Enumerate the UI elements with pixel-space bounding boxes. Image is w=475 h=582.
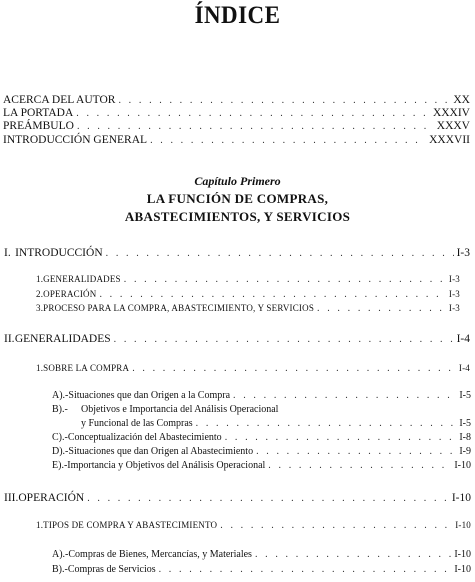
subentry-number: 1. <box>36 274 44 284</box>
toc-section-introduccion[interactable] <box>4 248 470 260</box>
item-label: Situaciones que dan Origen a la Compra <box>68 390 231 401</box>
page-title: ÍNDICE <box>194 2 281 29</box>
dot-leader <box>196 419 457 429</box>
toc-item-situaciones-abastecimiento[interactable] <box>52 447 471 457</box>
subentry-number: 2. <box>36 289 44 299</box>
item-page: I-10 <box>454 460 471 471</box>
item-label: Importancia y Objetivos del Análisis Operacional <box>67 460 266 471</box>
dot-leader <box>124 275 446 285</box>
section-page: I-3 <box>456 247 470 259</box>
subentry-page: I-3 <box>448 289 460 299</box>
dot-leader <box>225 433 457 443</box>
subentry-page: I-10 <box>455 520 471 530</box>
toc-item-situaciones-compra[interactable] <box>52 391 471 401</box>
section-page: I-10 <box>451 492 471 504</box>
subentry-label: SOBRE LA COMPRA <box>43 363 130 373</box>
subentry-page: I-3 <box>448 303 460 313</box>
subentry-number: 3. <box>36 303 44 313</box>
subentry-label: PROCESO PARA LA COMPRA, ABASTECIMIENTO, Y SERVICIOS <box>43 303 315 313</box>
dot-leader <box>114 335 454 345</box>
dot-leader <box>150 136 426 146</box>
dot-leader <box>159 565 452 575</box>
toc-entry-acerca-del-autor[interactable] <box>3 95 470 107</box>
toc-subentry-proceso[interactable] <box>36 304 460 314</box>
item-label-continued: y Funcional de las Compras <box>81 418 193 429</box>
toc-entry-introduccion-general[interactable] <box>3 135 470 147</box>
toc-subentry-sobre-la-compra[interactable] <box>36 364 470 374</box>
item-letter: A).- <box>52 390 69 401</box>
subentry-label: TIPOS DE COMPRA Y ABASTECIMIENTO <box>43 520 218 530</box>
item-letter: B).- <box>52 564 68 575</box>
item-page: I-5 <box>459 390 471 401</box>
item-label: Situaciones que dan Origen al Abastecimiento <box>68 446 254 457</box>
dot-leader <box>317 304 446 314</box>
toc-item-conceptualizacion[interactable] <box>52 433 471 443</box>
section-number: III. <box>4 492 19 504</box>
item-label: Conceptualización del Abastecimiento <box>67 432 222 443</box>
dot-leader <box>255 550 451 560</box>
dot-leader <box>256 447 456 457</box>
dot-leader <box>99 290 445 300</box>
toc-item-compras-servicios[interactable] <box>52 565 471 575</box>
subentry-label: OPERACIÓN <box>43 289 97 299</box>
subentry-page: I-4 <box>458 363 470 373</box>
section-number: I. <box>4 247 11 259</box>
subentry-number: 1. <box>36 520 44 530</box>
toc-item-objetivos-importancia-cont[interactable] <box>81 419 471 429</box>
item-page: I-10 <box>454 549 471 560</box>
toc-section-operacion[interactable] <box>4 493 471 505</box>
toc-section-generalidades[interactable] <box>4 334 470 346</box>
subentry-label: GENERALIDADES <box>43 274 121 284</box>
toc-entry-label: ACERCA DEL AUTOR <box>3 94 116 106</box>
item-letter: E).- <box>52 460 68 471</box>
dot-leader <box>118 96 450 106</box>
dot-leader <box>76 109 430 119</box>
chapter-title-line-1: LA FUNCIÓN DE COMPRAS, <box>146 191 329 206</box>
toc-subentry-generalidades[interactable] <box>36 275 460 285</box>
section-label: OPERACIÓN <box>18 492 85 504</box>
dot-leader <box>220 521 452 531</box>
item-label: Compras de Bienes, Mercancías, y Materiales <box>68 549 252 560</box>
section-number: II. <box>4 333 15 345</box>
dot-leader <box>233 391 456 401</box>
dot-leader <box>268 461 451 471</box>
item-letter: B).- <box>52 404 68 415</box>
dot-leader <box>87 494 449 504</box>
toc-entry-page: XX <box>453 94 470 106</box>
toc-entry-label: PREÁMBULO <box>3 120 74 132</box>
item-label: Compras de Servicios <box>67 564 156 575</box>
item-page: I-8 <box>459 432 471 443</box>
dot-leader <box>77 122 434 132</box>
toc-entry-label: INTRODUCCIÓN GENERAL <box>3 134 148 146</box>
chapter-kicker: Capítulo Primero <box>194 174 281 188</box>
subentry-page: I-3 <box>448 274 460 284</box>
chapter-title-line-2: ABASTECIMIENTOS, Y SERVICIOS <box>124 209 351 224</box>
toc-subentry-tipos-compra[interactable] <box>36 521 471 531</box>
toc-entry-label: LA PORTADA <box>3 107 74 119</box>
toc-entry-preambulo[interactable] <box>3 121 470 133</box>
dot-leader <box>106 249 454 259</box>
toc-item-objetivos-importancia[interactable] <box>52 405 471 415</box>
section-label: INTRODUCCIÓN <box>15 247 103 259</box>
toc-item-importancia-objetivos[interactable] <box>52 461 471 471</box>
item-page: I-9 <box>459 446 471 457</box>
item-page: I-10 <box>454 564 471 575</box>
toc-entry-page: XXXV <box>436 120 470 132</box>
dot-leader <box>132 364 456 374</box>
item-letter: D).- <box>52 446 69 457</box>
item-letter: A).- <box>52 549 69 560</box>
subentry-number: 1. <box>36 363 44 373</box>
toc-entry-la-portada[interactable] <box>3 108 470 120</box>
toc-subentry-operacion[interactable] <box>36 290 460 300</box>
section-page: I-4 <box>456 333 470 345</box>
toc-entry-page: XXXIV <box>432 107 470 119</box>
item-label: Objetivos e Importancia del Análisis Operacional <box>81 404 279 415</box>
toc-item-compras-bienes[interactable] <box>52 550 471 560</box>
item-page: I-5 <box>459 418 471 429</box>
item-letter: C).- <box>52 432 68 443</box>
toc-entry-page: XXXVII <box>429 134 470 146</box>
section-label: GENERALIDADES <box>14 333 111 345</box>
